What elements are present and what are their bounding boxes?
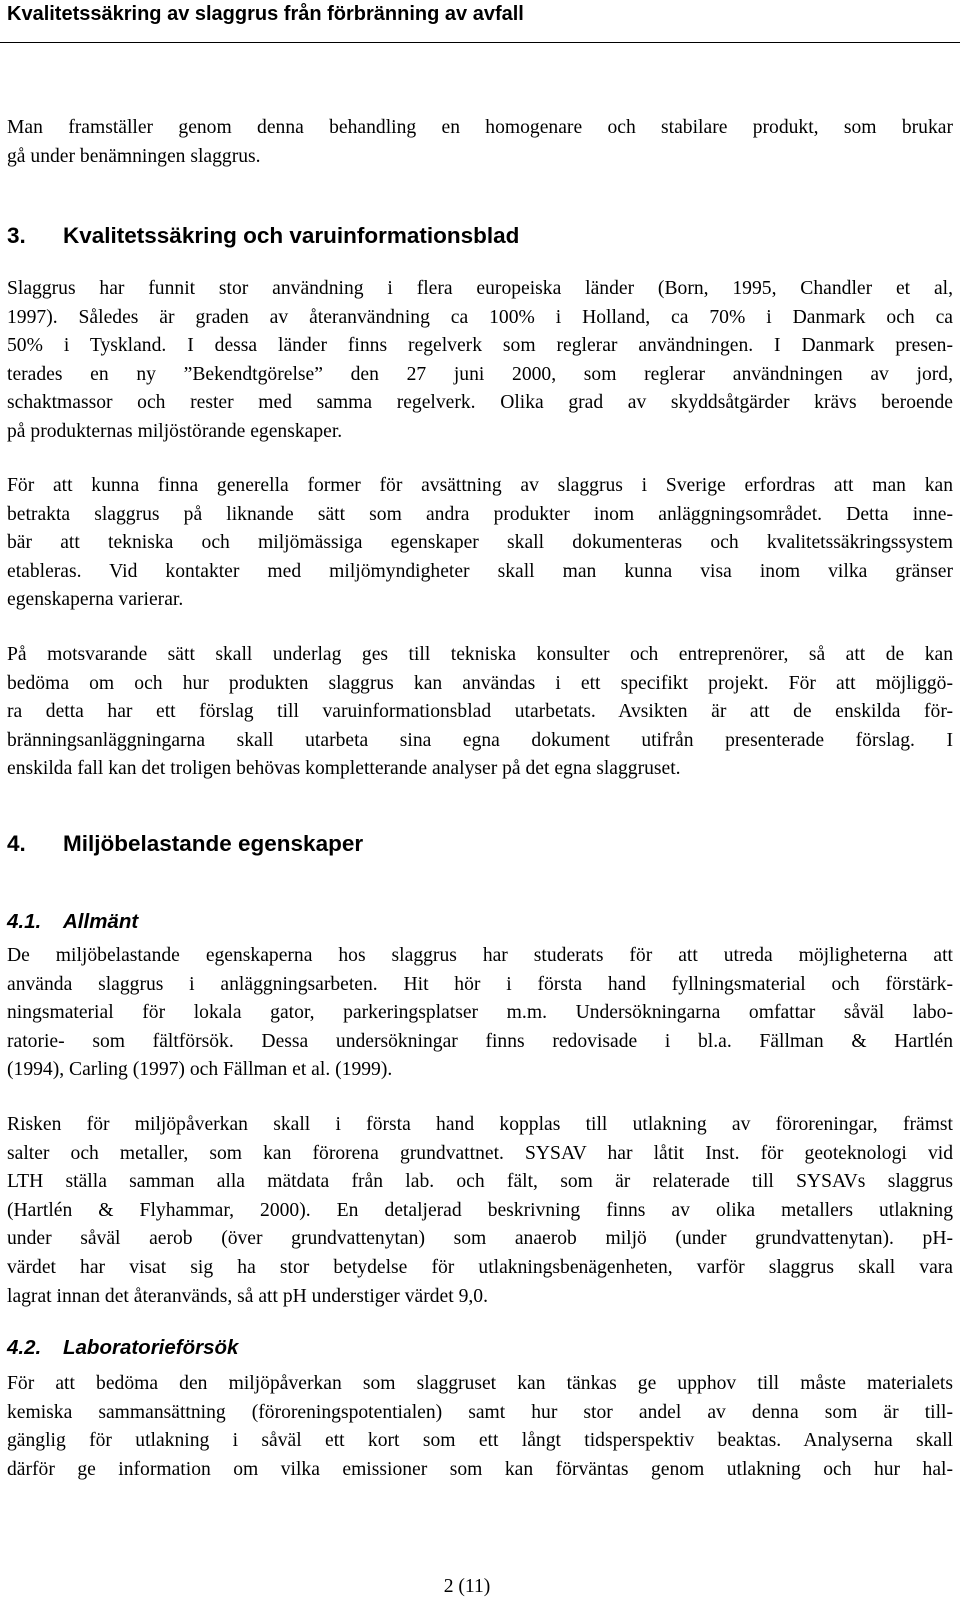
text-line: ningsmaterial för lokala gator, parkeringsplatser m.m. Undersökningarna omfattar såväl labo- (7, 1002, 953, 1024)
text-line: Risken för miljöpåverkan skall i första hand kopplas till utlakning av föroreningar, främst (7, 1114, 953, 1135)
header-rule (0, 42, 960, 43)
section-4-2-heading (7, 1335, 238, 1361)
section-4-1-paragraph-1 (7, 942, 953, 1085)
text-line: därför ge information om vilka emissioner som kan förväntas genom utlakning och hur hal- (7, 1458, 953, 1480)
section-4-2-paragraph-1 (7, 1370, 953, 1484)
text-line: gå under benämningen slaggrus. (7, 145, 261, 167)
section-4-title: Miljöbelastande egenskaper (63, 831, 364, 856)
section-4-heading (7, 830, 363, 858)
section-3-paragraph-3 (7, 641, 953, 784)
text-line: schaktmassor och rester med samma regelverk. Olika grad av skyddsåtgärder krävs beroende (7, 392, 953, 414)
text-line: gänglig för utlakning i såväl ett kort som ett långt tidsperspektiv beaktas. Analyserna skall (7, 1430, 953, 1452)
text-line: ratorie- som fältförsök. Dessa undersökningar finns redovisade i bl.a. Fällman & Hartlén (7, 1030, 953, 1052)
section-4-1-heading (7, 909, 138, 935)
section-3-heading (7, 222, 519, 250)
text-line: (1994), Carling (1997) och Fällman et al. (1999). (7, 1059, 393, 1081)
page-number: 2 (11) (443, 1576, 491, 1597)
section-3-title: Kvalitetssäkring och varuinformationsblad (63, 223, 520, 248)
text-line: För att kunna finna generella former för avsättning av slaggrus i Sverige erfordras att man kan (7, 475, 953, 496)
section-4-1-paragraph-2 (7, 1111, 953, 1311)
section-4-1-number: 4.1. (7, 910, 42, 933)
section-3-number: 3. (7, 223, 26, 248)
text-line: betrakta slaggrus på liknande sätt som andra produkter inom anläggningsområdet. Detta inne- (7, 503, 953, 525)
text-line: LTH ställa samman alla mätdata från lab. och fält, som är relaterade till SYSAVs slaggrus (7, 1171, 953, 1193)
section-3-paragraph-2 (7, 472, 953, 615)
text-line: Slaggrus har funnit stor användning i flera europeiska länder (Born, 1995, Chandler et al, (7, 278, 953, 299)
text-line: egenskaperna varierar. (7, 589, 184, 611)
text-line: salter och metaller, som kan förorena grundvattnet. SYSAV har låtit Inst. för geoteknologi vid (7, 1142, 953, 1164)
text-line: 1997). Således är graden av återanvändning ca 100% i Holland, ca 70% i Danmark och ca (7, 306, 953, 328)
intro-paragraph (7, 114, 953, 171)
text-line: på produkternas miljöstörande egenskaper. (7, 420, 343, 442)
text-line: För att bedöma den miljöpåverkan som slaggruset kan tänkas ge upphov till måste materialets (7, 1373, 953, 1394)
text-line: bränningsanläggningarna skall utarbeta sina egna dokument utifrån presenterade förslag. I (7, 729, 953, 751)
text-line: värdet har visat sig ha stor betydelse för utlakningsbenägenheten, varför slaggrus skall vara (7, 1256, 953, 1278)
text-line: På motsvarande sätt skall underlag ges till tekniska konsulter och entreprenörer, så att de kan (7, 644, 953, 665)
text-line: Man framställer genom denna behandling en homogenare och stabilare produkt, som brukar (7, 117, 953, 138)
text-line: kemiska sammansättning (föroreningspotentialen) samt hur stor andel av denna som är till- (7, 1401, 953, 1423)
section-4-number: 4. (7, 831, 26, 856)
text-line: terades en ny ”Bekendtgörelse” den 27 juni 2000, som reglerar användningen av jord, (7, 363, 953, 385)
section-3-paragraph-1 (7, 275, 953, 447)
text-line: enskilda fall kan det troligen behövas kompletterande analyser på det egna slaggruset. (7, 758, 681, 780)
section-4-1-title: Allmänt (63, 910, 139, 933)
text-line: använda slaggrus i anläggningsarbeten. Hit hör i första hand fyllningsmaterial och förstärk- (7, 973, 953, 995)
text-line: under såväl aerob (över grundvattenytan) som anaerob miljö (under grundvattenytan). pH- (7, 1228, 953, 1250)
text-line: etableras. Vid kontakter med miljömyndigheter skall man kunna visa inom vilka gränser (7, 560, 953, 582)
text-line: bär att tekniska och miljömässiga egenskaper skall dokumenteras och kvalitetssäkringssystem (7, 532, 953, 554)
running-header-title: Kvalitetssäkring av slaggrus från förbränning av avfall (7, 3, 524, 25)
text-line: bedöma om och hur produkten slaggrus kan användas i ett specifikt projekt. För att möjliggö- (7, 672, 953, 694)
section-4-2-number: 4.2. (7, 1336, 42, 1359)
text-line: lagrat innan det återanvänds, så att pH understiger värdet 9,0. (7, 1285, 488, 1307)
text-line: 50% i Tyskland. I dessa länder finns regelverk som reglerar användningen. I Danmark presen- (7, 335, 953, 357)
text-line: ra detta har ett förslag till varuinformationsblad utarbetats. Avsikten är att de enskilda för- (7, 701, 953, 723)
text-line: De miljöbelastande egenskaperna hos slaggrus har studerats för att utreda möjligheterna att (7, 945, 953, 966)
section-4-2-title: Laboratorieförsök (63, 1336, 239, 1359)
text-line: (Hartlén & Flyhammar, 2000). En detaljerad beskrivning finns av olika metallers utlakning (7, 1199, 953, 1221)
